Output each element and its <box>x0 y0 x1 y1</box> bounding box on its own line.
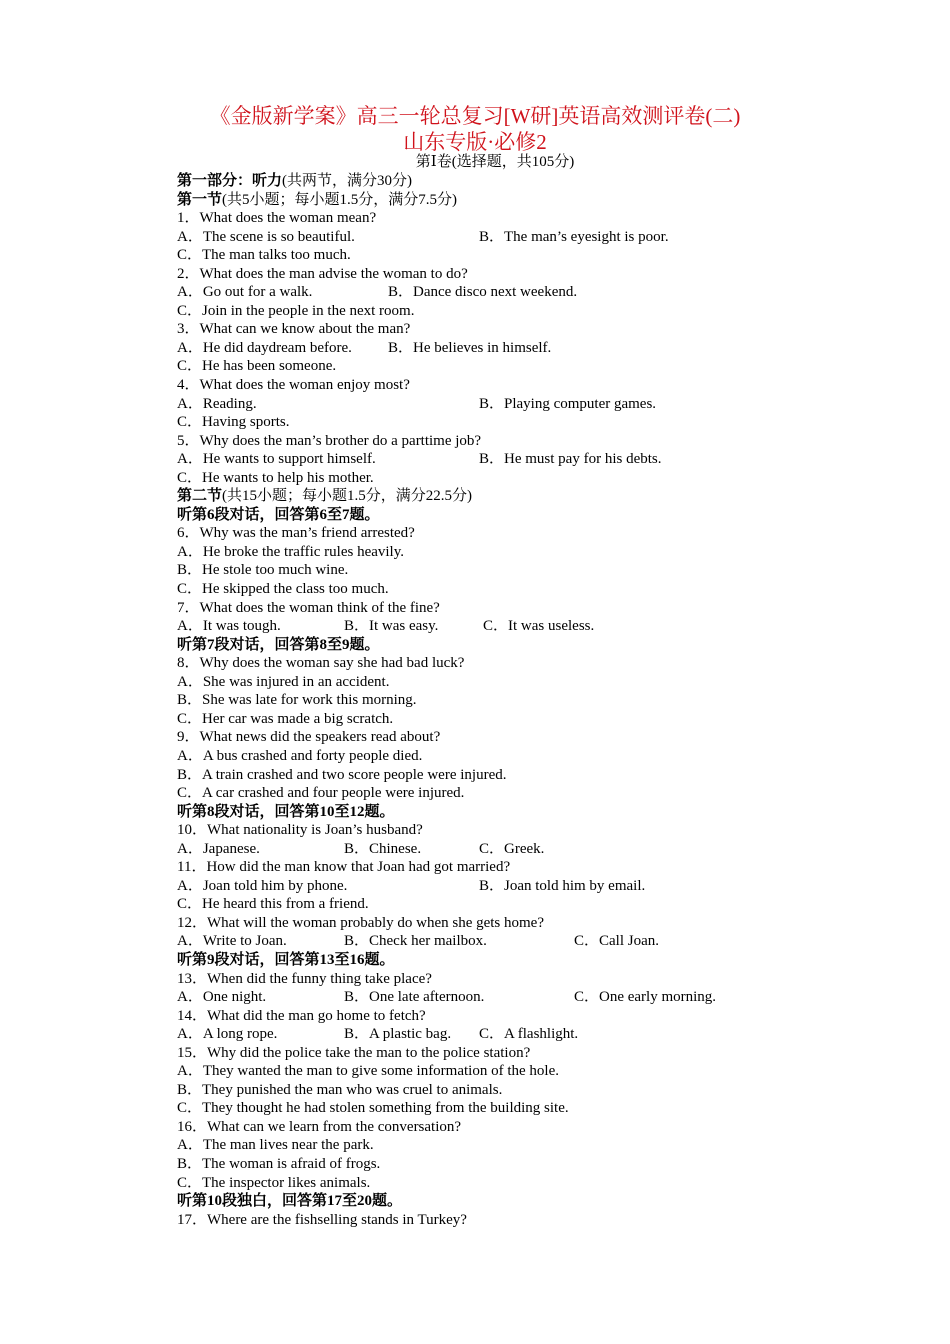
option-b: B．He must pay for his debts. <box>479 451 662 468</box>
question-stem: 4．What does the woman enjoy most? <box>177 377 410 394</box>
option-c: C．He has been someone. <box>177 358 337 375</box>
option-a: A．Joan told him by phone. <box>177 877 348 894</box>
question-stem: 8．Why does the woman say she had bad luck? <box>177 655 465 672</box>
option-b: B．Check her mailbox. <box>344 933 487 950</box>
option-a: A．Write to Joan. <box>177 933 287 950</box>
option-c: C．He wants to help his mother. <box>177 469 374 486</box>
exam-title: 《金版新学案》高三一轮总复习[W研]英语高效测评卷(二) <box>209 104 741 128</box>
option-b: B．The man’s eyesight is poor. <box>479 228 669 245</box>
option-b: B．Dance disco next weekend. <box>388 284 578 301</box>
option-a: A．It was tough. <box>177 618 281 635</box>
option-a: A．He wants to support himself. <box>177 451 376 468</box>
option-c: C．A car crashed and four people were injured. <box>177 785 465 802</box>
option-c: C．They thought he had stolen something from the building site. <box>177 1100 569 1117</box>
option-b: B．A train crashed and two score people were injured. <box>177 766 507 783</box>
exam-body <box>177 172 877 1229</box>
option-a: A．The scene is so beautiful. <box>177 228 355 245</box>
instruction: 听第10段独白，回答第17至20题。 <box>177 1193 403 1210</box>
section-heading: 第二节(共15小题；每小题1.5分，满分22.5分) <box>177 488 473 505</box>
option-b: B．Chinese. <box>344 840 422 857</box>
instruction: 听第7段对话，回答第8至9题。 <box>177 636 380 653</box>
option-a: A．They wanted the man to give some information of the hole. <box>177 1063 559 1080</box>
option-b: B．He stole too much wine. <box>177 562 349 579</box>
question-stem: 3．What can we know about the man? <box>177 321 411 338</box>
option-b: B．One late afternoon. <box>344 989 485 1006</box>
question-stem: 12．What will the woman probably do when she gets home? <box>177 914 545 931</box>
option-b: B．The woman is afraid of frogs. <box>177 1155 381 1172</box>
option-row <box>177 988 877 1007</box>
question-stem: 16．What can we learn from the conversation? <box>177 1118 462 1135</box>
option-c: C．Her car was made a big scratch. <box>177 710 394 727</box>
question-stem: 2．What does the man advise the woman to do? <box>177 265 468 282</box>
option-row <box>177 932 877 951</box>
option-c: C．Having sports. <box>177 414 290 431</box>
option-c: C．He skipped the class too much. <box>177 581 389 598</box>
question-stem: 6．Why was the man’s friend arrested? <box>177 525 415 542</box>
option-b: B．She was late for work this morning. <box>177 692 417 709</box>
volume-heading: 第Ⅰ卷(选择题，共105分) <box>415 154 575 170</box>
option-b: B．Joan told him by email. <box>479 877 646 894</box>
option-row <box>177 617 877 636</box>
option-c: C．Call Joan. <box>574 933 659 950</box>
question-stem: 14．What did the man go home to fetch? <box>177 1007 426 1024</box>
option-row <box>177 1025 877 1044</box>
option-a: A．He did daydream before. <box>177 339 352 356</box>
option-b: B．They punished the man who was cruel to animals. <box>177 1081 503 1098</box>
part-heading: 第一部分：听力(共两节，满分30分) <box>177 173 413 189</box>
question-stem: 13．When did the funny thing take place? <box>177 970 432 987</box>
question-stem: 15．Why did the police take the man to the police station? <box>177 1044 531 1061</box>
question-stem: 10．What nationality is Joan’s husband? <box>177 822 423 839</box>
option-a: A．The man lives near the park. <box>177 1137 374 1154</box>
option-row <box>177 877 877 896</box>
instruction: 听第9段对话，回答第13至16题。 <box>177 951 395 968</box>
option-c: C．It was useless. <box>483 618 595 635</box>
question-stem: 5．Why does the man’s brother do a parttime job? <box>177 432 482 449</box>
instruction: 听第8段对话，回答第10至12题。 <box>177 803 395 820</box>
option-c: C．Join in the people in the next room. <box>177 302 415 319</box>
option-c: C．One early morning. <box>574 989 717 1006</box>
option-c: C．The inspector likes animals. <box>177 1174 371 1191</box>
option-b: B．It was easy. <box>344 618 439 635</box>
option-row <box>177 450 877 469</box>
option-row <box>177 339 877 358</box>
option-a: A．Reading. <box>177 395 257 412</box>
option-a: A．Go out for a walk. <box>177 284 313 301</box>
option-a: A．A bus crashed and forty people died. <box>177 747 423 764</box>
question-stem: 17．Where are the fishselling stands in Turkey? <box>177 1211 467 1228</box>
option-row <box>177 228 877 247</box>
option-a: A．She was injured in an accident. <box>177 673 390 690</box>
option-c: C．The man talks too much. <box>177 247 351 264</box>
option-a: A．One night. <box>177 989 267 1006</box>
question-stem: 7．What does the woman think of the fine? <box>177 599 440 616</box>
exam-subtitle: 山东专版·必修2 <box>403 130 547 154</box>
question-stem: 1．What does the woman mean? <box>177 210 377 227</box>
question-stem: 11．How did the man know that Joan had got married? <box>177 859 511 876</box>
option-row <box>177 283 877 302</box>
option-a: A．A long rope. <box>177 1026 278 1043</box>
option-a: A．Japanese. <box>177 840 260 857</box>
option-a: A．He broke the traffic rules heavily. <box>177 543 404 560</box>
question-stem: 9．What news did the speakers read about? <box>177 729 441 746</box>
option-b: B．A plastic bag. <box>344 1026 452 1043</box>
instruction: 听第6段对话，回答第6至7题。 <box>177 506 380 523</box>
option-b: B．Playing computer games. <box>479 395 657 412</box>
option-c: C．A flashlight. <box>479 1026 579 1043</box>
option-c: C．He heard this from a friend. <box>177 896 369 913</box>
section-heading: 第一节(共5小题；每小题1.5分，满分7.5分) <box>177 191 458 208</box>
option-row <box>177 395 877 414</box>
option-c: C．Greek. <box>479 840 545 857</box>
option-b: B．He believes in himself. <box>388 339 552 356</box>
option-row <box>177 840 877 859</box>
